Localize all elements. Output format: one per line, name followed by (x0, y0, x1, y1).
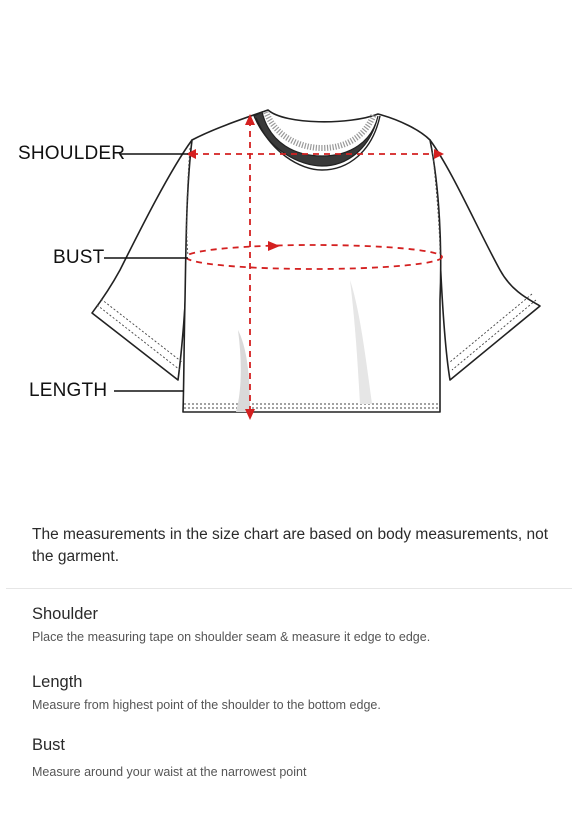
right-sleeve (430, 140, 540, 380)
guide-desc-length: Measure from highest point of the shoulder to the bottom edge. (32, 698, 381, 712)
label-bust: BUST (53, 247, 105, 268)
guide-desc-shoulder: Place the measuring tape on shoulder seam & measure it edge to edge. (32, 630, 431, 644)
guide-title-shoulder: Shoulder (32, 605, 99, 623)
label-length: LENGTH (29, 380, 108, 401)
guide-title-bust: Bust (32, 736, 66, 754)
divider (6, 588, 572, 589)
size-chart-note: The measurements in the size chart are based on body measurements, not the garment. (32, 526, 549, 565)
guide-title-length: Length (32, 673, 83, 691)
guide-desc-bust: Measure around your waist at the narrowest point (32, 765, 307, 779)
left-sleeve (92, 140, 192, 380)
label-shoulder: SHOULDER (18, 143, 126, 164)
